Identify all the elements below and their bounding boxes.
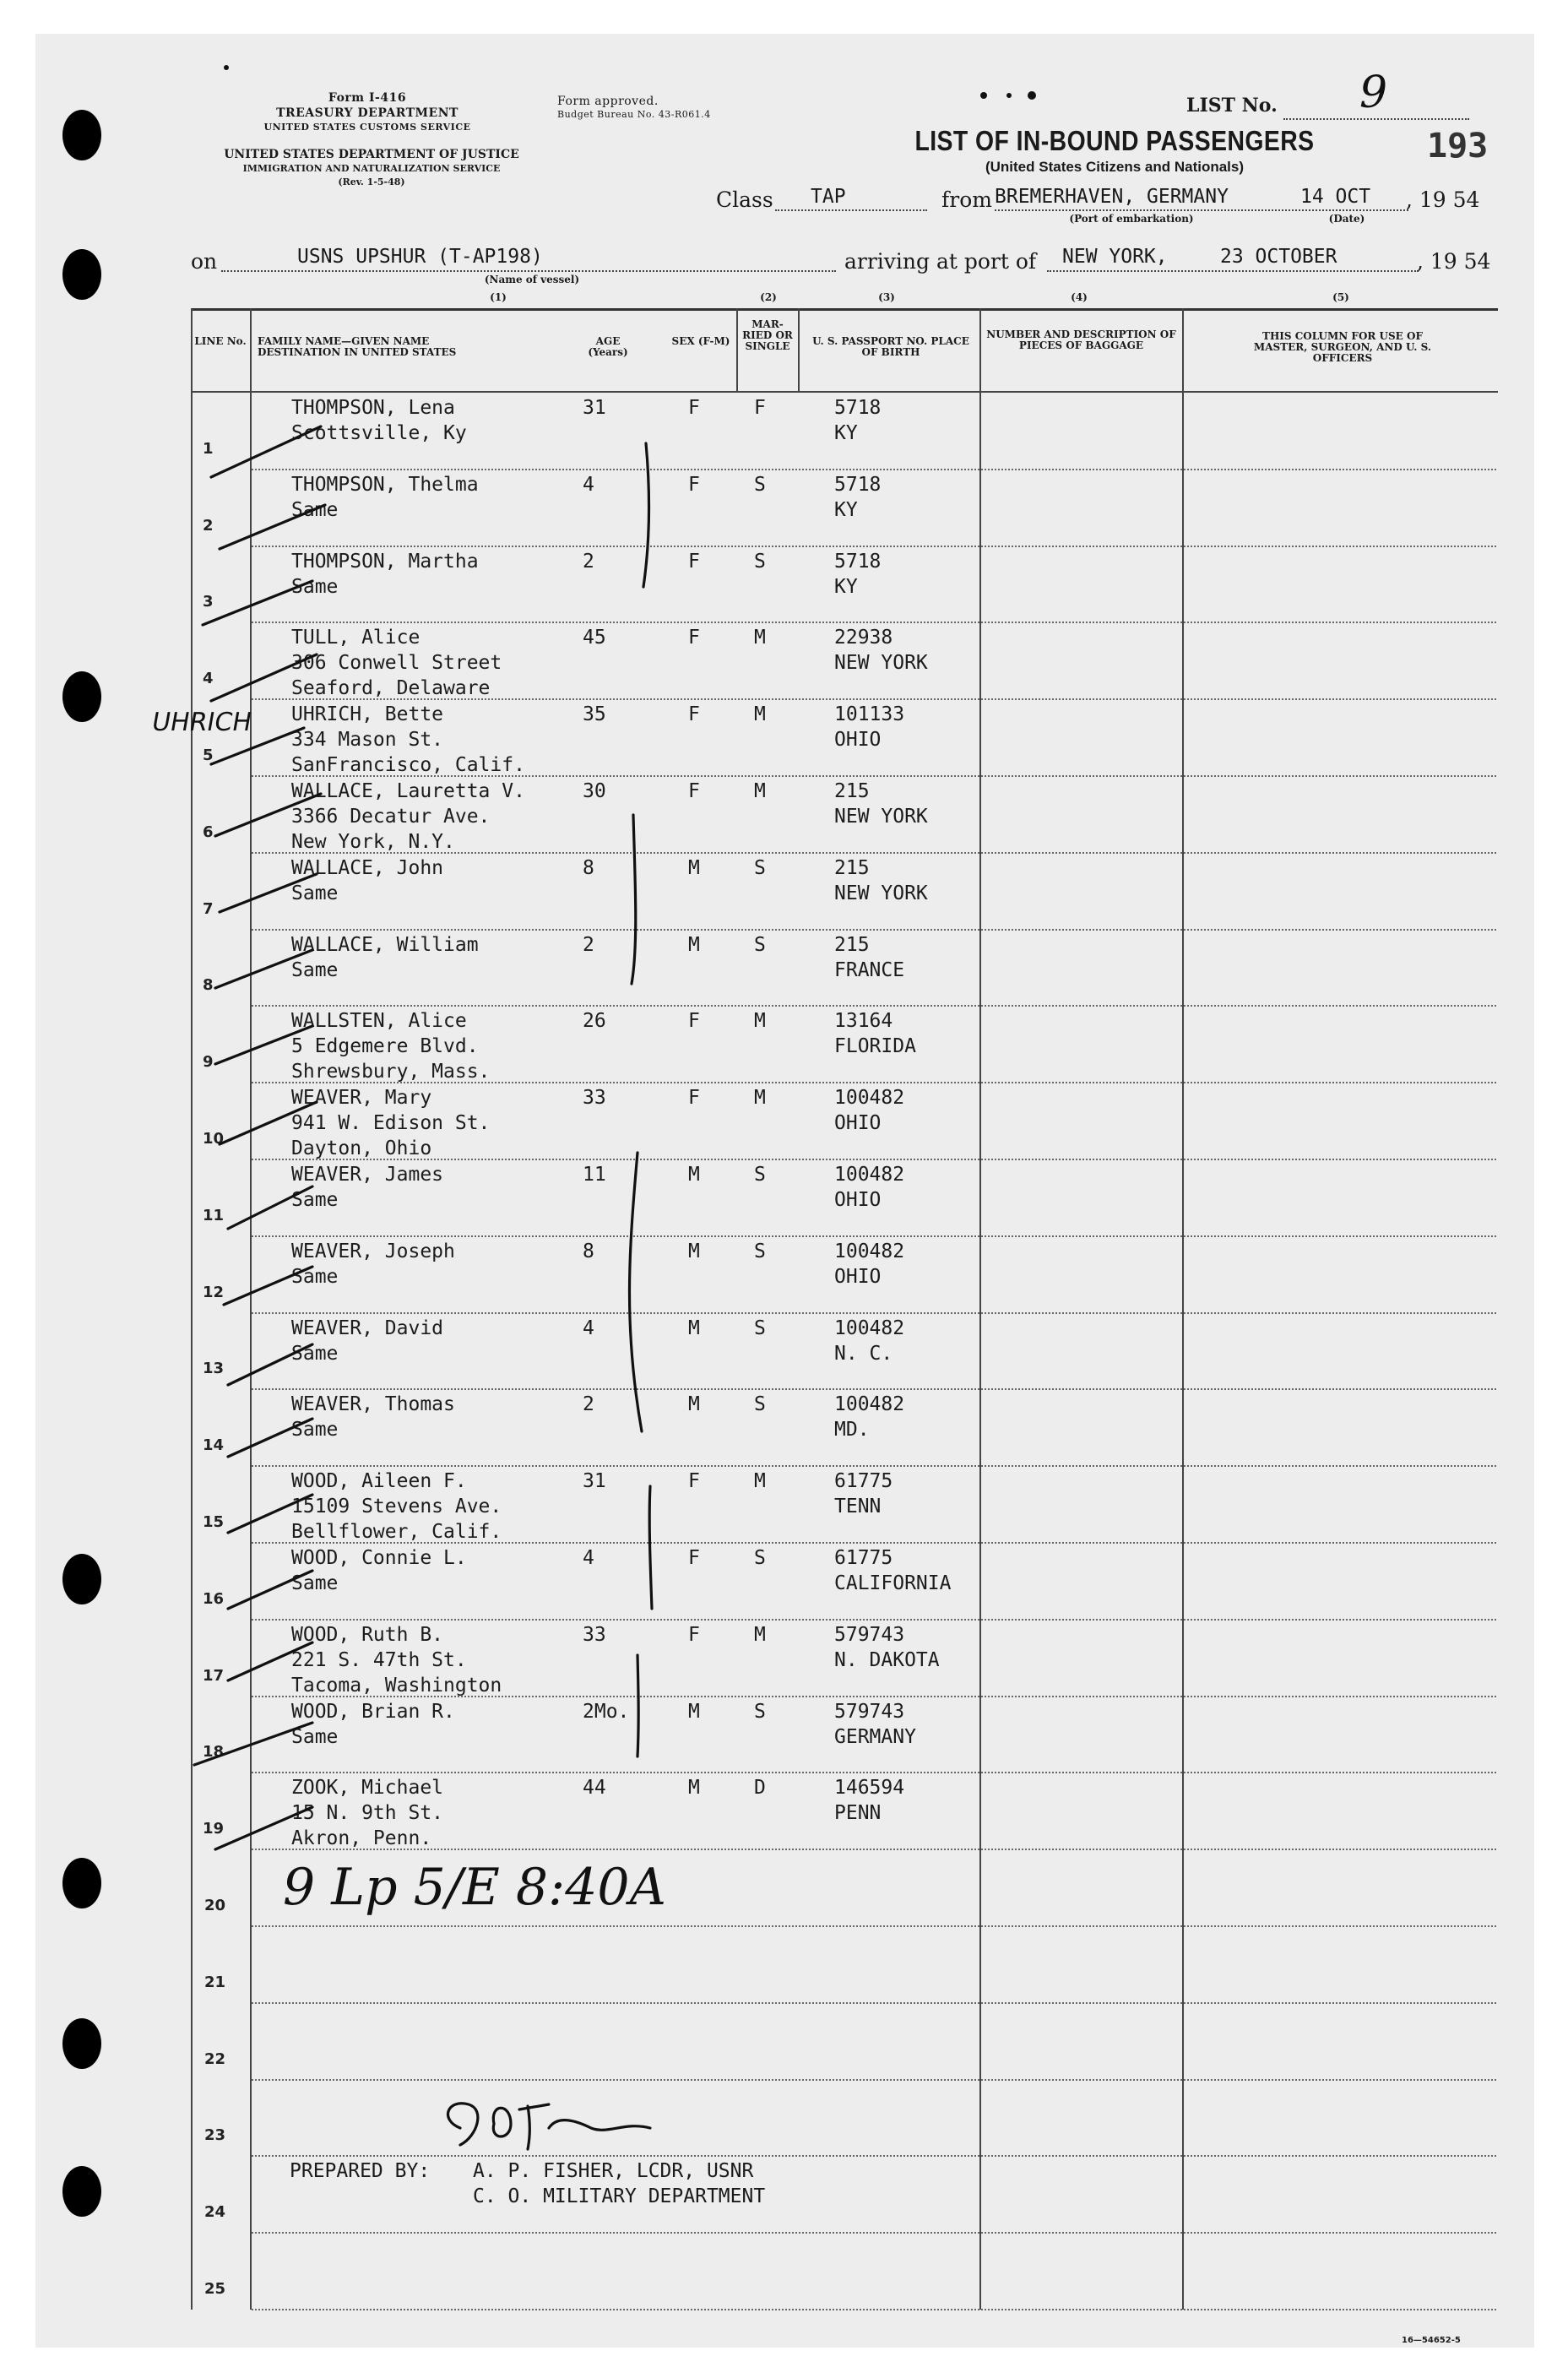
passenger-age: 4: [583, 1547, 594, 1569]
col-header-age: AGE (Years): [588, 335, 628, 358]
passenger-sex: F: [688, 473, 700, 496]
passenger-name-destination: WOOD, Ruth B. 221 S. 47th St. Tacoma, Washington: [291, 1623, 502, 1697]
table-row: [252, 1388, 1496, 1390]
passport-and-birthplace: 61775 CALIFORNIA: [834, 1547, 952, 1594]
punch-hole: [62, 671, 101, 722]
row-line-number: 25: [204, 2280, 226, 2298]
passport-and-birthplace: 5718 KY: [834, 550, 882, 598]
passenger-age: 4: [583, 1317, 594, 1339]
line20-handwritten-note: 9 Lp 5/E 8:40A: [283, 1858, 666, 1917]
form-approved: Form approved.: [557, 95, 659, 108]
row-line-number: 14: [203, 1436, 225, 1455]
passenger-sex: M: [688, 933, 700, 956]
passport-and-birthplace: 100482 OHIO: [834, 1240, 905, 1288]
passenger-name-destination: WEAVER, Mary 941 W. Edison St. Dayton, Ohio: [291, 1087, 491, 1160]
passenger-marital-status: S: [754, 1393, 766, 1416]
table-row: [252, 929, 1496, 931]
arriving-label: arriving at port of: [844, 249, 1037, 274]
passenger-marital-status: M: [754, 1087, 766, 1110]
embark-caption: (Port of embarkation): [1069, 213, 1194, 225]
passenger-name-destination: ZOOK, Michael 15 N. 9th St. Akron, Penn.: [291, 1777, 444, 1850]
table-row: [252, 2002, 1496, 2004]
passenger-marital-status: D: [754, 1777, 766, 1800]
passenger-age: 33: [583, 1087, 606, 1110]
col-header-officers: THIS COLUMN FOR USE OF MASTER, SURGEON, AND U. S. OFFICERS: [1253, 330, 1432, 364]
prepared-by-title: C. O. MILITARY DEPARTMENT: [473, 2185, 766, 2207]
passenger-sex: F: [688, 550, 700, 573]
table-row: [252, 469, 1496, 470]
col-divider: [191, 308, 193, 2310]
justice-dept: UNITED STATES DEPARTMENT OF JUSTICE: [224, 148, 519, 161]
row-line-number: 10: [203, 1130, 225, 1148]
passenger-sex: F: [688, 627, 700, 649]
table-row: [252, 1619, 1496, 1621]
col-divider: [250, 308, 252, 2310]
col-header-name: FAMILY NAME—GIVEN NAME DESTINATION IN UNITED STATES: [258, 335, 457, 358]
passenger-age: 33: [583, 1623, 606, 1646]
row-line-number: 17: [203, 1666, 225, 1685]
list-number-stamped: 193: [1427, 127, 1489, 166]
passport-and-birthplace: 5718 KY: [834, 397, 882, 444]
passport-and-birthplace: 579743 GERMANY: [834, 1700, 916, 1748]
ins-service: IMMIGRATION AND NATURALIZATION SERVICE: [242, 163, 501, 174]
col-header-sex: SEX (F-M): [671, 335, 730, 347]
table-row: [252, 1925, 1496, 1927]
table-row: [252, 1235, 1496, 1237]
table-row: [252, 2232, 1496, 2234]
row-line-number: 18: [203, 1743, 225, 1762]
row-line-number: 15: [203, 1513, 225, 1531]
form-number: Form I-416: [328, 91, 407, 105]
passenger-marital-status: M: [754, 627, 766, 649]
passport-and-birthplace: 215 NEW YORK: [834, 780, 928, 828]
passenger-sex: M: [688, 1393, 700, 1416]
passenger-sex: F: [688, 1547, 700, 1569]
row-line-number: 23: [204, 2126, 226, 2145]
row-line-number: 9: [203, 1053, 214, 1072]
passport-and-birthplace: 5718 KY: [834, 473, 882, 521]
budget-bureau: Budget Bureau No. 43-R061.4: [557, 109, 711, 120]
vessel-caption: (Name of vessel): [484, 274, 580, 285]
passenger-age: 31: [583, 397, 606, 419]
col-divider: [1182, 308, 1184, 2310]
passenger-name-destination: UHRICH, Bette 334 Mason St. SanFrancisco, Calif.: [291, 703, 525, 777]
passenger-sex: M: [688, 1240, 700, 1262]
passport-and-birthplace: 101133 OHIO: [834, 703, 905, 752]
table-row: [252, 2079, 1496, 2081]
punch-hole: [62, 1858, 101, 1908]
prepared-by-name: A. P. FISHER, LCDR, USNR: [473, 2160, 754, 2182]
passenger-marital-status: M: [754, 1470, 766, 1493]
passenger-marital-status: S: [754, 1240, 766, 1262]
row-line-number: 12: [203, 1283, 225, 1301]
passenger-marital-status: S: [754, 1700, 766, 1723]
row-line-number: 19: [203, 1820, 225, 1838]
col-number-4: (4): [1071, 291, 1088, 303]
row-line-number: 13: [203, 1360, 225, 1378]
row-line-number: 8: [203, 976, 214, 995]
passenger-marital-status: S: [754, 1317, 766, 1339]
row-line-number: 21: [204, 1973, 226, 1991]
col-header-passport: U. S. PASSPORT NO. PLACE OF BIRTH: [812, 335, 969, 358]
punch-hole: [62, 110, 101, 160]
col-divider: [798, 308, 800, 391]
row-line-number: 11: [203, 1206, 225, 1224]
passport-and-birthplace: 100482 OHIO: [834, 1087, 905, 1135]
col-header-line: LINE No.: [194, 335, 247, 347]
passport-and-birthplace: 215 NEW YORK: [834, 856, 928, 904]
table-row: [252, 2155, 1496, 2157]
punch-hole: [62, 249, 101, 300]
col-header-married: MAR- RIED OR SINGLE: [742, 318, 793, 352]
row-line-number: 3: [203, 593, 214, 611]
passenger-sex: M: [688, 1164, 700, 1186]
passenger-name-destination: WOOD, Connie L. Same: [291, 1547, 467, 1594]
table-row: [252, 546, 1496, 547]
from-date: 14 OCT: [1300, 186, 1371, 208]
passenger-age: 2: [583, 1393, 594, 1416]
table-row: [252, 2309, 1496, 2310]
passenger-name-destination: WEAVER, James Same: [291, 1164, 444, 1211]
passport-and-birthplace: 215 FRANCE: [834, 933, 905, 981]
row-line-number: 24: [204, 2203, 226, 2222]
passenger-age: 44: [583, 1777, 606, 1800]
table-row: [252, 1312, 1496, 1314]
class-value: TAP: [811, 186, 846, 208]
passport-and-birthplace: 100482 MD.: [834, 1393, 905, 1441]
passenger-sex: F: [688, 703, 700, 726]
passenger-age: 2: [583, 933, 594, 956]
passenger-name-destination: WALLACE, William Same: [291, 933, 479, 981]
manifest-page: [35, 34, 1534, 2348]
passenger-name-destination: WEAVER, Thomas Same: [291, 1393, 455, 1441]
passenger-marital-status: S: [754, 1547, 766, 1569]
table-header-rule: [191, 391, 1498, 393]
passenger-marital-status: M: [754, 1010, 766, 1033]
passenger-sex: F: [688, 780, 700, 802]
list-number-line: [1283, 118, 1469, 120]
row-line-number: 5: [203, 747, 214, 764]
arrival-date: 23 OCTOBER: [1220, 246, 1337, 268]
on-label: on: [191, 249, 218, 274]
table-row: [252, 1465, 1496, 1467]
passport-and-birthplace: 61775 TENN: [834, 1470, 893, 1518]
passenger-age: 45: [583, 627, 606, 649]
row-line-number: 4: [203, 670, 214, 688]
passenger-marital-status: F: [754, 397, 766, 419]
list-number-label: LIST No.: [1186, 95, 1278, 117]
form-footer-code: 16—54652-5: [1402, 2336, 1461, 2345]
passenger-sex: M: [688, 1700, 700, 1723]
col-divider: [979, 308, 981, 2310]
row-line-number: 20: [204, 1897, 226, 1914]
row-line-number: 7: [203, 899, 214, 918]
passenger-marital-status: S: [754, 1164, 766, 1186]
class-label: Class: [716, 187, 773, 212]
class-line: [775, 209, 927, 211]
passport-and-birthplace: 579743 N. DAKOTA: [834, 1623, 940, 1671]
passenger-age: 30: [583, 780, 606, 802]
from-port: BREMERHAVEN, GERMANY: [995, 186, 1229, 208]
passenger-sex: M: [688, 856, 700, 879]
passenger-name-destination: WEAVER, Joseph Same: [291, 1240, 455, 1288]
arrival-line: [1047, 270, 1419, 272]
passenger-marital-status: S: [754, 856, 766, 879]
passport-and-birthplace: 146594 PENN: [834, 1777, 905, 1825]
passenger-sex: F: [688, 1623, 700, 1646]
passenger-age: 26: [583, 1010, 606, 1033]
form-revision: (Rev. 1-5-48): [338, 176, 405, 187]
passenger-marital-status: S: [754, 473, 766, 496]
form-subtitle: (United States Citizens and Nationals): [985, 159, 1245, 175]
passenger-age: 11: [583, 1164, 606, 1186]
col-divider: [736, 308, 738, 391]
passenger-name-destination: WALLSTEN, Alice 5 Edgemere Blvd. Shrewsbury, Mass.: [291, 1010, 491, 1083]
col-header-baggage: NUMBER AND DESCRIPTION OF PIECES OF BAGGAGE: [986, 328, 1176, 351]
col-number-3: (3): [878, 291, 895, 303]
col-number-5: (5): [1332, 291, 1349, 303]
table-row: [252, 622, 1496, 623]
form-title: LIST OF IN-BOUND PASSENGERS: [914, 125, 1315, 156]
col-number-2: (2): [760, 291, 777, 303]
passenger-age: 2Mo.: [583, 1700, 630, 1723]
passenger-name-destination: WOOD, Brian R. Same: [291, 1700, 455, 1748]
passport-and-birthplace: 100482 N. C.: [834, 1317, 905, 1365]
passenger-age: 4: [583, 473, 594, 496]
arrival-port: NEW YORK,: [1062, 246, 1168, 268]
prepared-by-label: PREPARED BY:: [290, 2160, 431, 2182]
customs-service: UNITED STATES CUSTOMS SERVICE: [263, 122, 471, 133]
passenger-marital-status: S: [754, 550, 766, 573]
passenger-sex: M: [688, 1777, 700, 1800]
treasury-dept: TREASURY DEPARTMENT: [276, 106, 458, 120]
passenger-age: 35: [583, 703, 606, 726]
passenger-name-destination: WOOD, Aileen F. 15109 Stevens Ave. Bellflower, Calif.: [291, 1470, 502, 1544]
passenger-name-destination: THOMPSON, Thelma Same: [291, 473, 479, 521]
passenger-name-destination: WEAVER, David Same: [291, 1317, 444, 1365]
margin-name-correction: UHRICH: [149, 708, 254, 737]
passenger-marital-status: M: [754, 780, 766, 802]
row-line-number: 1: [203, 439, 214, 458]
date-caption: (Date): [1328, 213, 1365, 225]
from-line: [995, 209, 1408, 211]
row-line-number: 16: [203, 1589, 225, 1608]
passport-and-birthplace: 100482 OHIO: [834, 1164, 905, 1211]
passenger-sex: M: [688, 1317, 700, 1339]
passenger-sex: F: [688, 1087, 700, 1110]
punch-hole: [62, 1554, 101, 1604]
passport-and-birthplace: 22938 NEW YORK: [834, 627, 928, 675]
passenger-name-destination: THOMPSON, Martha Same: [291, 550, 479, 598]
passenger-name-destination: WALLACE, Lauretta V. 3366 Decatur Ave. New York, N.Y.: [291, 780, 525, 853]
from-year: , 19 54: [1406, 187, 1480, 212]
passenger-age: 31: [583, 1470, 606, 1493]
passenger-age: 8: [583, 856, 594, 879]
col-number-1: (1): [490, 291, 507, 303]
table-row: [252, 1005, 1496, 1007]
vessel-name: USNS UPSHUR (T-AP198): [297, 246, 543, 268]
row-line-number: 22: [204, 2050, 226, 2068]
passenger-age: 8: [583, 1240, 594, 1262]
arrival-year: , 19 54: [1417, 249, 1491, 274]
passport-and-birthplace: 13164 FLORIDA: [834, 1010, 916, 1058]
passenger-name-destination: TULL, Alice 306 Conwell Street Seaford, Delaware: [291, 627, 502, 700]
punch-hole: [62, 2018, 101, 2069]
passenger-sex: F: [688, 1010, 700, 1033]
table-top-rule: [191, 308, 1498, 311]
passenger-name-destination: THOMPSON, Lena Scottsville, Ky: [291, 397, 467, 444]
table-row: [252, 1772, 1496, 1773]
vessel-line: [221, 270, 836, 272]
passenger-marital-status: M: [754, 703, 766, 726]
passenger-name-destination: WALLACE, John Same: [291, 856, 444, 904]
passenger-marital-status: M: [754, 1623, 766, 1646]
passenger-sex: F: [688, 397, 700, 419]
passenger-age: 2: [583, 550, 594, 573]
punch-hole: [62, 2166, 101, 2217]
row-line-number: 2: [203, 516, 214, 535]
passenger-sex: F: [688, 1470, 700, 1493]
list-number-handwritten: 9: [1359, 68, 1388, 118]
passenger-marital-status: S: [754, 933, 766, 956]
row-line-number: 6: [203, 823, 214, 841]
from-label: from: [941, 187, 992, 212]
